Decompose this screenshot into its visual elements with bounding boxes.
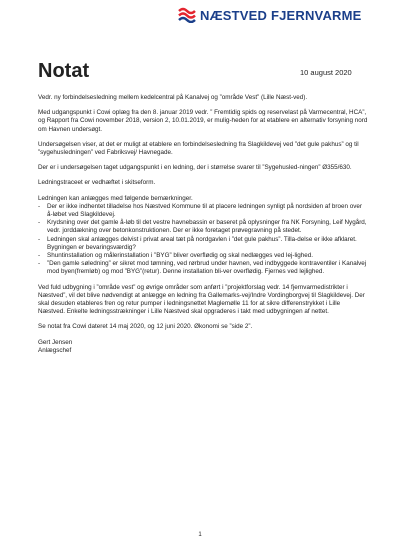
list-item: - Krydsning over det gamle å-løb til det vestre havnebassin er baseret på oplysninger fra NK Forsyning, Leif Nygård, vedr. jorddækning over betonkonstruktionen. Der er ikke foretaget prøvegravning på stedet. [38,219,368,235]
paragraph: Med udgangspunkt i Cowi oplæg fra den 8. januar 2019 vedr. ” Fremtidig spids og reservelast på Varmecentral, HCA”, og Rapport fra Cowi november 2018, version 2, 10.01.2019, er mulig-heden for at etablere en alternativ forsyning nord om Havnen undersøgt. [38,109,368,133]
list-item: - Shuntinstallation og målerinstallation i ”BYG” bliver overflødig og skal nedlægges ved lej-lighed. [38,252,368,260]
waves-logo-icon [178,7,196,23]
paragraph: Undersøgelsen viser, at det er muligt at etablere en forbindelsesledning fra Slagkildevej ved ”det gule pakhus” og til ”sygehusledningen” ved Fabriksvej/ Havnegade. [38,140,359,157]
signature-title: Anlægschef [38,346,72,354]
list-item: - ”Den gamle søledning” er sikret mod tømning, ved rørbrud under havnen, ved indbyggede kontraventiler i Kanalvej mod byen(fremløb) og mod ”BYG”(retur). Denne installation bli-ver overflødig. Fjernes ved lejlighed. [38,260,368,276]
document-title: Notat [38,60,90,82]
paragraph: Der er i undersøgelsen taget udgangspunkt i en ledning, der i størrelse svarer til ”Sygehusled-ningen” Ø355/630. [38,164,352,172]
document-body [38,94,368,355]
logo-text: NÆSTVED FJERNVARME [200,7,362,23]
paragraph: Ledningen kan anlægges med følgende bemærkninger. [38,194,193,202]
list-item: - Ledningen skal anlægges delvist i privat areal tæt på nordgavlen i ”det gule pakhus”. Tilla-delse er ikke afklaret. Bygningen er bevaringsværdig? [38,236,368,252]
signature-name: Gert Jensen [38,338,73,346]
paragraph: Vedr. ny forbindelsesledning mellem kedelcentral på Kanalvej og ”område Vest” (Lille Næst-ved). [38,94,308,101]
remarks-list [38,203,368,277]
list-item: - Der er ikke indhentet tilladelse hos Næstved Kommune til at placere ledningen synligt på nordsiden af broen over å-løbet ved Slagkildevej. [38,203,368,219]
page-number: 1 [198,532,202,538]
paragraph: Se notat fra Cowi dateret 14 maj 2020, og 12 juni 2020. Økonomi se ”side 2”. [38,323,253,331]
signature [38,339,368,355]
paragraph: Ledningstraceet er vedhæftet i skitseform. [38,179,156,187]
document-date: 10 august 2020 [300,68,352,77]
paragraph: Ved fuld udbygning i ”område vest” og øvrige områder som anført i ”projektforslag vedr. 14 fjernvarmedistrikter i Næstved”, vil det blive nødvendigt at anlægge en ledning fra Gallemarks-vej/Indre Vordingborgvej til Slagkildevej. Der skal desuden etableres fren og retur pumper i ledningsnettet Maglemølle 11 for at sikre differenstrykket i Lille Næstved. Enkelte ledningsstrækninger i Lille Næstved skal opgraderes i takt med udbygningen af nettet. [38,283,365,316]
company-logo [178,7,362,23]
